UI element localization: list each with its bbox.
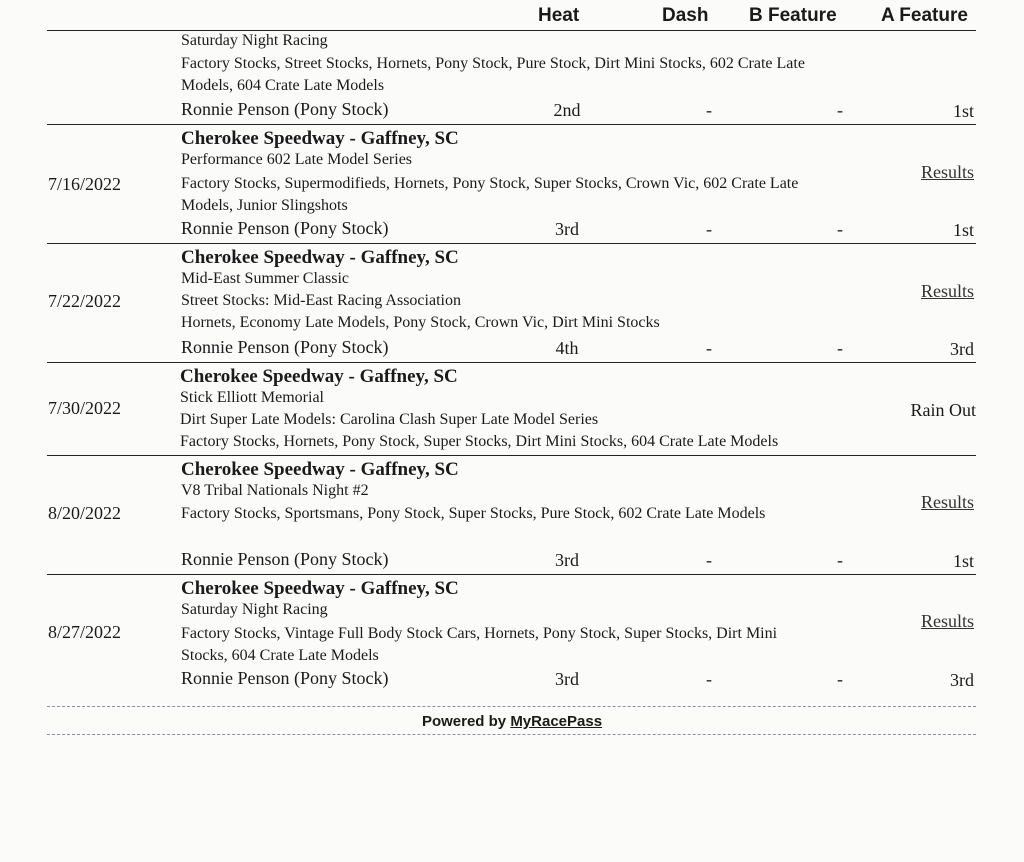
event-track: Cherokee Speedway - Gaffney, SC <box>181 578 459 599</box>
event-row: Cherokee Speedway - Gaffney, SC Saturday Night Racing 8/27/2022 Factory Stocks, Vintage Full Body Stock Cars, Hornets, Pony Stock, Super Stocks, Dirt Mini Stocks, 604 Crate Late Models Results Ronnie Penson (Pony Stock) 3rd - - 3rd <box>48 578 974 690</box>
event-featured-class: Street Stocks: Mid-East Racing Association <box>181 292 461 309</box>
result-a-feature: 1st <box>952 551 974 571</box>
column-b-feature: B Feature <box>749 5 837 26</box>
column-dash: Dash <box>662 5 709 26</box>
event-row <box>0 363 1024 455</box>
event-date: 8/27/2022 <box>48 622 122 642</box>
event-track: Cherokee Speedway - Gaffney, SC <box>180 366 458 387</box>
event-series: Performance 602 Late Model Series <box>181 151 413 168</box>
event-classes: Factory Stocks, Vintage Full Body Stock Cars, Hornets, Pony Stock, Super Stocks, Dirt Mini Stocks, 604 Crate Late Models <box>181 625 778 664</box>
driver-name: Ronnie Penson (Pony Stock) <box>181 668 389 688</box>
footer-divider-top <box>47 706 976 707</box>
event-track: Cherokee Speedway - Gaffney, SC <box>181 459 459 480</box>
event-row: Cherokee Speedway - Gaffney, SC V8 Tribal Nationals Night #2 8/20/2022 Factory Stocks, Sportsmans, Pony Stock, Super Stocks, Pure Stock, 602 Crate Late Models Results Ronnie Penson (Pony Stock) 3rd - - 1st <box>48 459 974 571</box>
result-a-feature: 1st <box>952 220 974 240</box>
driver-name: Ronnie Penson (Pony Stock) <box>181 218 389 238</box>
event-classes: Factory Stocks, Supermodifieds, Hornets, Pony Stock, Super Stocks, Crown Vic, 602 Crate Late Models, Junior Slingshots <box>181 175 799 214</box>
event-track: Cherokee Speedway - Gaffney, SC <box>181 128 459 149</box>
event-classes: Factory Stocks, Sportsmans, Pony Stock, Super Stocks, Pure Stock, 602 Crate Late Models <box>181 505 766 522</box>
event-featured-class: Dirt Super Late Models: Carolina Clash Super Late Model Series <box>180 411 599 428</box>
event-series: Mid-East Summer Classic <box>181 270 349 287</box>
event-classes: Hornets, Economy Late Models, Pony Stock, Crown Vic, Dirt Mini Stocks <box>181 314 660 331</box>
driver-name: Ronnie Penson (Pony Stock) <box>181 549 389 569</box>
powered-by-label: Powered by <box>421 713 507 730</box>
results-link[interactable]: Results <box>920 281 974 301</box>
event-date: 7/16/2022 <box>48 174 122 194</box>
powered-by-footer <box>0 713 1024 730</box>
results-link[interactable]: Results <box>920 162 974 182</box>
results-link[interactable]: Results <box>920 611 974 631</box>
footer-divider-bottom <box>47 734 976 735</box>
rain-out-status: Rain Out <box>910 400 976 420</box>
event-series: Saturday Night Racing <box>181 601 328 618</box>
column-a-feature: A Feature <box>881 5 968 26</box>
event-classes: Factory Stocks, Street Stocks, Hornets, Pony Stock, Pure Stock, Dirt Mini Stocks, 602 Crate Late Models, 604 Crate Late Models <box>181 55 805 94</box>
myracepass-link[interactable]: MyRacePass <box>510 713 603 730</box>
result-a-feature: 1st <box>952 101 974 121</box>
event-row: Cherokee Speedway - Gaffney, SC Performance 602 Late Model Series 7/16/2022 Factory Stocks, Supermodifieds, Hornets, Pony Stock, Super Stocks, Crown Vic, 602 Crate Late Models, Junior Slingshots Results Ronnie Penson (Pony Stock) 3rd - - 1st <box>48 128 974 240</box>
column-heat: Heat <box>538 5 580 26</box>
event-row: Saturday Night Racing Factory Stocks, Street Stocks, Hornets, Pony Stock, Pure Stock, Dirt Mini Stocks, 602 Crate Late Models, 604 Crate Late Models Ronnie Penson (Pony Stock) 2nd - - 1st <box>181 32 974 121</box>
event-date: 7/22/2022 <box>48 291 122 311</box>
event-date: 7/30/2022 <box>48 398 122 418</box>
result-a-feature: 3rd <box>950 670 974 690</box>
event-track: Cherokee Speedway - Gaffney, SC <box>181 247 459 268</box>
event-series: V8 Tribal Nationals Night #2 <box>181 482 369 499</box>
result-a-feature: 3rd <box>950 339 974 359</box>
driver-name: Ronnie Penson (Pony Stock) <box>181 337 389 357</box>
event-date: 8/20/2022 <box>48 503 122 523</box>
event-row: Cherokee Speedway - Gaffney, SC Mid-East Summer Classic 7/22/2022 Street Stocks: Mid-East Racing Association Hornets, Economy Late Models, Pony Stock, Crown Vic, Dirt Mini Stocks Results Ronnie Penson (Pony Stock) 4th - - 3rd <box>48 247 974 359</box>
results-table-header <box>0 0 1024 30</box>
event-series: Saturday Night Racing <box>181 32 328 49</box>
driver-name: Ronnie Penson (Pony Stock) <box>181 99 389 119</box>
results-link[interactable]: Results <box>920 492 974 512</box>
event-series: Stick Elliott Memorial <box>180 389 324 406</box>
event-classes: Factory Stocks, Hornets, Pony Stock, Super Stocks, Dirt Mini Stocks, 604 Crate Late Models <box>180 433 779 450</box>
